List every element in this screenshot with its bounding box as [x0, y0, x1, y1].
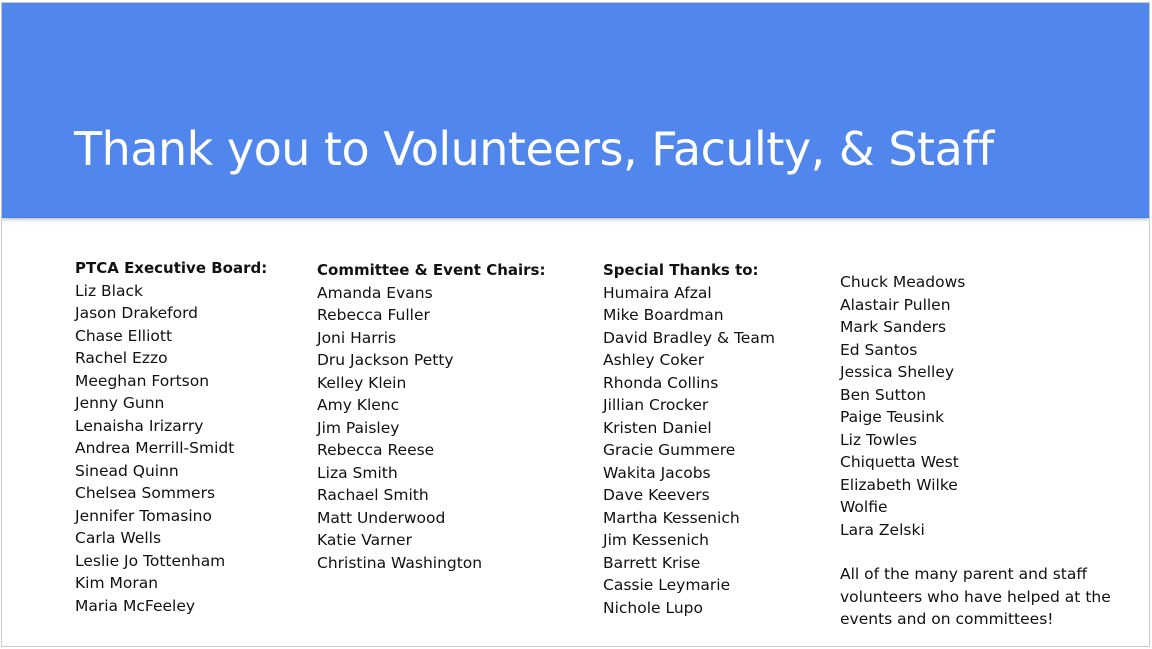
special-thanks-name: Barrett Krise	[603, 553, 701, 572]
special-thanks-name: Dave Keevers	[603, 486, 710, 504]
special-thanks-column	[603, 259, 775, 619]
special-thanks-name: Ben Sutton	[840, 385, 927, 404]
executive-board-member: Jason Drakeford	[75, 304, 199, 322]
executive-board-heading: PTCA Executive Board:	[75, 259, 268, 277]
special-thanks-name: Ed Santos	[840, 340, 918, 359]
special-thanks-name: Mark Sanders	[840, 318, 947, 336]
title-banner	[2, 3, 1149, 218]
committee-chair: Rebecca Fuller	[317, 306, 430, 324]
committee-chair: Liza Smith	[317, 463, 398, 482]
committee-chair: Kelley Klein	[317, 373, 407, 392]
special-thanks-name: Mike Boardman	[603, 306, 724, 324]
executive-board-column	[75, 257, 267, 617]
special-thanks-name: Nichole Lupo	[603, 598, 704, 617]
committee-chair: Amy Klenc	[317, 396, 400, 414]
executive-board-member: Meeghan Fortson	[75, 371, 210, 390]
committee-chairs-column	[317, 259, 545, 574]
special-thanks-name: Elizabeth Wilke	[840, 475, 958, 494]
special-thanks-name: Lara Zelski	[840, 520, 925, 539]
special-thanks-name: Jessica Shelley	[840, 363, 955, 381]
executive-board-member: Rachel Ezzo	[75, 349, 168, 367]
special-thanks-continued-column	[840, 271, 1120, 631]
executive-board-member: Andrea Merrill-Smidt	[75, 439, 235, 457]
committee-chair: Matt Underwood	[317, 508, 446, 527]
special-thanks-name: Wakita Jacobs	[603, 463, 711, 482]
executive-board-member: Chelsea Sommers	[75, 484, 216, 502]
special-thanks-name: Rhonda Collins	[603, 373, 719, 392]
special-thanks-name: Chuck Meadows	[840, 273, 966, 291]
slide	[1, 2, 1150, 647]
executive-board-member: Kim Moran	[75, 574, 159, 592]
special-thanks-continued-list	[840, 271, 1120, 541]
committee-chair: Dru Jackson Petty	[317, 351, 454, 369]
slide-title: Thank you to Volunteers, Faculty, & Staff	[74, 122, 994, 176]
committee-chair: Amanda Evans	[317, 283, 433, 302]
committee-chair: Joni Harris	[317, 328, 397, 347]
committee-chair: Rachael Smith	[317, 486, 429, 504]
special-thanks-name: Jim Kessenich	[603, 531, 709, 549]
committee-chairs-list	[317, 282, 545, 575]
special-thanks-heading: Special Thanks to:	[603, 261, 759, 279]
committee-chairs-heading: Committee & Event Chairs:	[317, 261, 546, 279]
executive-board-member: Lenaisha Irizarry	[75, 416, 204, 435]
executive-board-member: Chase Elliott	[75, 326, 173, 345]
committee-chair: Jim Paisley	[317, 418, 400, 437]
special-thanks-name: David Bradley & Team	[603, 328, 775, 347]
special-thanks-name: Humaira Afzal	[603, 283, 712, 302]
special-thanks-name: Martha Kessenich	[603, 508, 740, 527]
committee-chair: Christina Washington	[317, 553, 483, 572]
executive-board-member: Carla Wells	[75, 529, 162, 547]
special-thanks-list	[603, 282, 775, 620]
special-thanks-name: Chiquetta West	[840, 453, 959, 471]
special-thanks-name: Ashley Coker	[603, 351, 705, 369]
special-thanks-name: Kristen Daniel	[603, 418, 712, 437]
executive-board-member: Sinead Quinn	[75, 461, 179, 480]
executive-board-member: Jennifer Tomasino	[75, 506, 212, 525]
executive-board-list	[75, 280, 267, 618]
executive-board-member: Leslie Jo Tottenham	[75, 551, 226, 570]
special-thanks-name: Cassie Leymarie	[603, 576, 731, 594]
special-thanks-name: Wolfie	[840, 498, 888, 516]
executive-board-member: Maria McFeeley	[75, 596, 196, 615]
special-thanks-name: Jillian Crocker	[603, 396, 709, 414]
committee-chair: Katie Varner	[317, 531, 412, 549]
executive-board-member: Liz Black	[75, 281, 143, 300]
special-thanks-name: Gracie Gummere	[603, 441, 736, 459]
executive-board-member: Jenny Gunn	[75, 394, 165, 412]
special-thanks-name: Alastair Pullen	[840, 295, 951, 314]
special-thanks-name: Liz Towles	[840, 430, 917, 449]
committee-chair: Rebecca Reese	[317, 441, 435, 459]
special-thanks-name: Paige Teusink	[840, 408, 945, 426]
closing-note: All of the many parent and staff volunteers who have helped at the events and on committees!	[840, 565, 1111, 628]
